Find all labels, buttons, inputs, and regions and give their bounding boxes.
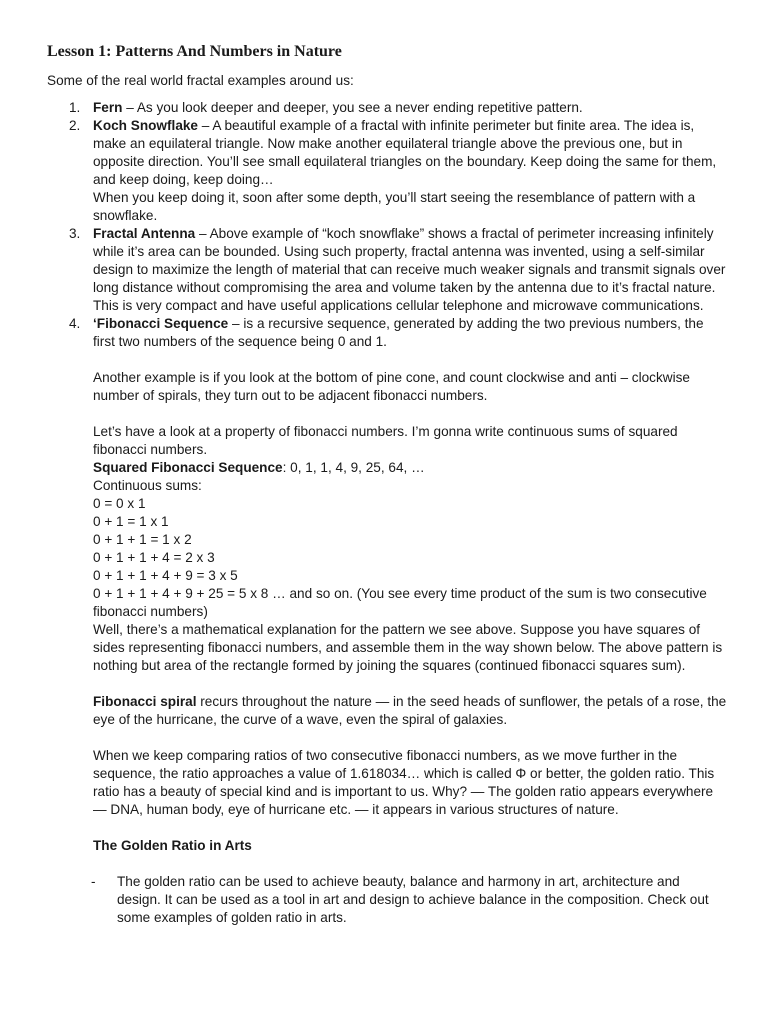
list-item-koch-snowflake: [47, 117, 727, 225]
sum-line: 0 + 1 + 1 = 1 x 2: [93, 532, 192, 547]
list-term: Fern: [93, 100, 123, 115]
property-paragraph: Let’s have a look at a property of fibonacci numbers. I’m gonna write continuous sums of squared fibonacci numbers.: [93, 424, 678, 457]
explanation-paragraph: Well, there’s a mathematical explanation for the pattern we see above. Suppose you have squares of sides representing fibonacci numbers, and assemble them in the way shown below. The above pattern is nothing but area of the rectangle formed by joining the squares (continued fibonacci squares sum).: [93, 622, 723, 673]
list-term: Fractal Antenna: [93, 226, 196, 241]
arts-bullet-text: The golden ratio can be used to achieve beauty, balance and harmony in art, architecture and design. It can be used as a tool in art and design to achieve balance in the composition. Check out some examples of golden ratio in arts.: [117, 874, 709, 925]
list-item-fern: [47, 99, 727, 117]
sum-line: 0 + 1 + 1 + 4 = 2 x 3: [93, 550, 215, 565]
arts-heading: [93, 837, 727, 855]
list-number: 3.: [69, 226, 81, 241]
golden-ratio-paragraph: When we keep comparing ratios of two consecutive fibonacci numbers, as we move further in the sequence, the ratio approaches a value of 1.618034… which is called Φ or better, the golden ratio. This ratio has a beauty of special kind and is important to us. Why? — The golden ratio appears everywhere — DNA, human body, eye of hurricane etc. — it appears in various structures of nature.: [93, 748, 715, 817]
sum-line: 0 = 0 x 1: [93, 496, 146, 511]
page-title: Lesson 1: Patterns And Numbers in Nature: [47, 43, 342, 60]
sums-label: Continuous sums:: [93, 478, 202, 493]
list-item-fractal-antenna: [47, 225, 727, 315]
squared-sequence-label: Squared Fibonacci Sequence: [93, 460, 283, 475]
spiral-text: recurs throughout the nature — in the seed heads of sunflower, the petals of a rose, the eye of the hurricane, the curve of a wave, even the spiral of galaxies.: [93, 694, 727, 727]
squared-sequence-values: : 0, 1, 1, 4, 9, 25, 64, …: [282, 460, 425, 475]
list-text: – A beautiful example of a fractal with infinite perimeter but finite area. The idea is, make an equilateral triangle. Now make another equilateral triangle above the previous one, but in opposite direction. You’ll see small equilateral triangles on the boundary. Keep doing the same for them, and keep doing, keep doing…: [93, 118, 717, 187]
intro-text: Some of the real world fractal examples around us:: [47, 73, 354, 88]
list-number: 2.: [69, 118, 81, 133]
sum-line: 0 + 1 + 1 + 4 + 9 + 25 = 5 x 8 … and so on. (You see every time product of the sum is two consecutive fibonacci numbers): [93, 586, 707, 619]
spiral-term: Fibonacci spiral: [93, 694, 197, 709]
arts-heading-text: The Golden Ratio in Arts: [93, 838, 252, 853]
list-term: Koch Snowflake: [93, 118, 198, 133]
squared-sequence-line: [93, 459, 727, 477]
list-text: – is a recursive sequence, generated by adding the two previous numbers, the first two numbers of the sequence being 0 and 1.: [93, 316, 704, 349]
list-extra-text: When you keep doing it, soon after some depth, you’ll start seeing the resemblance of pattern with a snowflake.: [93, 190, 696, 223]
sum-line: 0 + 1 = 1 x 1: [93, 514, 169, 529]
pine-cone-paragraph: Another example is if you look at the bottom of pine cone, and count clockwise and anti – clockwise number of spirals, they turn out to be adjacent fibonacci numbers.: [93, 370, 690, 403]
list-text: – As you look deeper and deeper, you see a never ending repetitive pattern.: [122, 100, 583, 115]
list-item-fibonacci: [47, 315, 727, 855]
sum-line: 0 + 1 + 1 + 4 + 9 = 3 x 5: [93, 568, 238, 583]
arts-bullet-item: [47, 873, 727, 927]
list-text: – Above example of “koch snowflake” shows a fractal of perimeter increasing infinitely while it’s area can be bounded. Using such property, fractal antenna was invented, using a self-similar design to maximize the length of material that can receive much weaker signals and transmit signals over long distance without compromising the area and volume taken by the antenna due to it’s fractal nature. This is very compact and have useful applications cellular telephone and microwave communications.: [93, 226, 726, 313]
list-number: 4.: [69, 316, 81, 331]
bullet-dash: -: [91, 874, 96, 889]
spiral-paragraph: [93, 693, 727, 729]
list-term: ‘Fibonacci Sequence: [93, 316, 229, 331]
document-body: [47, 99, 727, 927]
list-number: 1.: [69, 100, 81, 115]
